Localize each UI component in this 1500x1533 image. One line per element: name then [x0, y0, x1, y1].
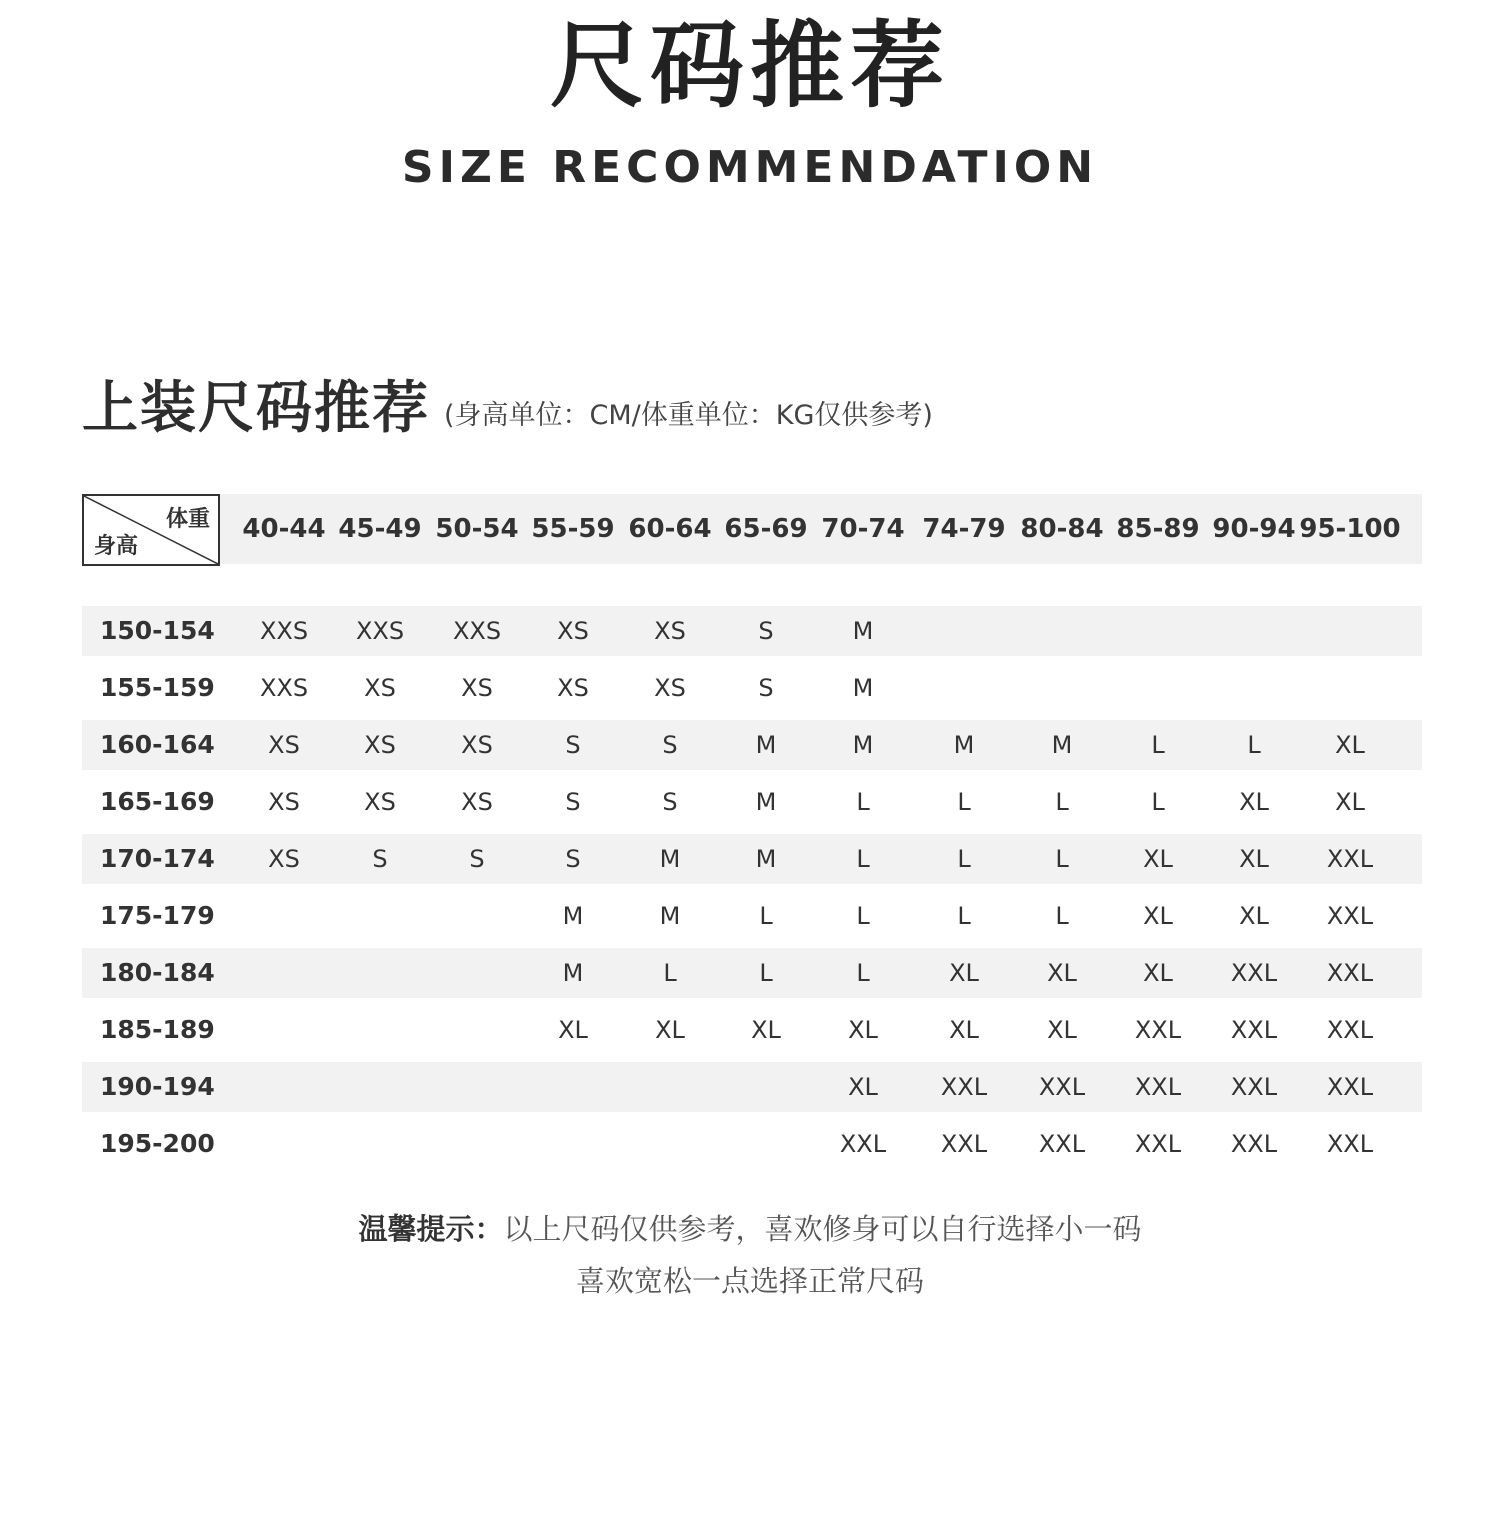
- size-cell: S: [565, 788, 581, 816]
- height-range-cell: 190-194: [100, 1072, 215, 1101]
- size-cell: XXL: [1230, 1073, 1278, 1101]
- size-cell: S: [758, 617, 774, 645]
- tip-line-1: [0, 1209, 1500, 1249]
- height-range-cell: 150-154: [100, 616, 215, 645]
- size-cell: XS: [461, 674, 493, 702]
- size-cell: XXL: [1134, 1016, 1182, 1044]
- size-cell: L: [856, 959, 870, 987]
- size-cell: XL: [949, 1016, 979, 1044]
- size-cell: L: [856, 845, 870, 873]
- table-corner-cell: [82, 494, 220, 566]
- weight-column-header: 80-84: [1020, 514, 1104, 544]
- size-cell: XXL: [1134, 1073, 1182, 1101]
- size-cell: L: [1055, 902, 1069, 930]
- size-cell: L: [1151, 731, 1165, 759]
- size-cell: L: [759, 959, 773, 987]
- weight-column-header: 95-100: [1299, 514, 1401, 544]
- size-cell: XL: [949, 959, 979, 987]
- size-cell: XS: [461, 788, 493, 816]
- table-row: [82, 1005, 1422, 1055]
- size-cell: XL: [751, 1016, 781, 1044]
- table-row: [82, 606, 1422, 656]
- size-cell: M: [953, 731, 975, 759]
- height-range-cell: 155-159: [100, 673, 215, 702]
- size-cell: XS: [364, 731, 396, 759]
- size-cell: M: [659, 902, 681, 930]
- weight-column-header: 40-44: [242, 514, 326, 544]
- size-cell: S: [565, 845, 581, 873]
- weight-column-header: 50-54: [435, 514, 519, 544]
- size-cell: L: [663, 959, 677, 987]
- size-cell: M: [755, 731, 777, 759]
- size-cell: XL: [1143, 845, 1173, 873]
- size-cell: M: [755, 788, 777, 816]
- size-cell: XS: [268, 845, 300, 873]
- size-cell: S: [372, 845, 388, 873]
- size-cell: XXS: [259, 674, 309, 702]
- height-range-cell: 195-200: [100, 1129, 215, 1158]
- size-cell: M: [852, 731, 874, 759]
- tip-text-1: 以上尺码仅供参考，喜欢修身可以自行选择小一码: [503, 1212, 1142, 1246]
- table-row: [82, 891, 1422, 941]
- size-cell: L: [856, 902, 870, 930]
- size-cell: M: [852, 674, 874, 702]
- size-cell: XS: [364, 788, 396, 816]
- size-cell: S: [662, 731, 678, 759]
- size-cell: XS: [557, 674, 589, 702]
- size-cell: XXL: [1326, 959, 1374, 987]
- weight-column-header: 45-49: [338, 514, 422, 544]
- size-cell: L: [856, 788, 870, 816]
- size-cell: M: [659, 845, 681, 873]
- size-cell: XXS: [259, 617, 309, 645]
- size-cell: XL: [1047, 959, 1077, 987]
- size-cell: XXS: [355, 617, 405, 645]
- size-cell: S: [662, 788, 678, 816]
- size-cell: XXL: [940, 1130, 988, 1158]
- size-cell: XXL: [1230, 1130, 1278, 1158]
- size-cell: XL: [655, 1016, 685, 1044]
- height-range-cell: 170-174: [100, 844, 215, 873]
- size-cell: XL: [1239, 845, 1269, 873]
- size-cell: XS: [268, 731, 300, 759]
- size-cell: M: [755, 845, 777, 873]
- size-cell: XXL: [1230, 1016, 1278, 1044]
- height-range-cell: 160-164: [100, 730, 215, 759]
- weight-column-header: 70-74: [821, 514, 905, 544]
- size-cell: XL: [1239, 902, 1269, 930]
- size-cell: XXL: [1038, 1130, 1086, 1158]
- size-cell: XS: [364, 674, 396, 702]
- size-cell: XXL: [1326, 845, 1374, 873]
- size-cell: M: [1051, 731, 1073, 759]
- section-note: (身高单位：CM/体重单位：KG仅供参考): [444, 400, 933, 431]
- size-cell: XXL: [1326, 902, 1374, 930]
- size-cell: XXS: [452, 617, 502, 645]
- size-cell: XL: [1143, 902, 1173, 930]
- size-cell: XS: [654, 617, 686, 645]
- weight-column-header: 90-94: [1212, 514, 1296, 544]
- corner-height-label: 身高: [94, 534, 139, 559]
- size-cell: L: [957, 788, 971, 816]
- table-row: [82, 948, 1422, 998]
- weight-column-header: 55-59: [531, 514, 615, 544]
- table-row: [82, 834, 1422, 884]
- size-cell: L: [759, 902, 773, 930]
- size-cell: XXL: [1230, 959, 1278, 987]
- size-cell: XXL: [1134, 1130, 1182, 1158]
- size-cell: XL: [1335, 731, 1365, 759]
- corner-weight-label: 体重: [165, 507, 210, 532]
- size-cell: XXL: [1326, 1016, 1374, 1044]
- weight-column-header: 60-64: [628, 514, 712, 544]
- size-cell: XL: [1143, 959, 1173, 987]
- size-cell: XS: [268, 788, 300, 816]
- tip-label: 温馨提示：: [358, 1212, 504, 1246]
- tip-line-2: [0, 1261, 1500, 1301]
- table-row: [82, 663, 1422, 713]
- page-subtitle: SIZE RECOMMENDATION: [401, 142, 1099, 193]
- section-title: 上装尺码推荐: [82, 376, 430, 441]
- size-cell: XXL: [1038, 1073, 1086, 1101]
- size-cell: XXL: [839, 1130, 887, 1158]
- size-cell: M: [562, 902, 584, 930]
- section-heading: [82, 372, 933, 442]
- size-cell: L: [957, 902, 971, 930]
- size-cell: L: [1055, 788, 1069, 816]
- size-cell: XXL: [1326, 1073, 1374, 1101]
- size-cell: XS: [654, 674, 686, 702]
- tip-text-2: 喜欢宽松一点选择正常尺码: [575, 1264, 924, 1298]
- size-cell: XL: [558, 1016, 588, 1044]
- size-cell: S: [469, 845, 485, 873]
- size-cell: S: [758, 674, 774, 702]
- height-range-cell: 165-169: [100, 787, 215, 816]
- size-cell: XL: [1335, 788, 1365, 816]
- size-cell: XS: [461, 731, 493, 759]
- size-cell: L: [1055, 845, 1069, 873]
- table-header-row: [82, 494, 1422, 564]
- size-cell: S: [565, 731, 581, 759]
- table-row: [82, 1062, 1422, 1112]
- size-cell: XL: [848, 1016, 878, 1044]
- table-row: [82, 720, 1422, 770]
- height-range-cell: 175-179: [100, 901, 215, 930]
- weight-column-header: 65-69: [724, 514, 808, 544]
- table-row: [82, 1119, 1422, 1169]
- table-row: [82, 777, 1422, 827]
- height-range-cell: 180-184: [100, 958, 215, 987]
- size-cell: L: [1151, 788, 1165, 816]
- size-cell: M: [562, 959, 584, 987]
- size-cell: L: [957, 845, 971, 873]
- size-cell: L: [1247, 731, 1261, 759]
- page-title: 尺码推荐: [549, 12, 950, 121]
- size-cell: XS: [557, 617, 589, 645]
- size-cell: XL: [1047, 1016, 1077, 1044]
- size-cell: M: [852, 617, 874, 645]
- size-cell: XXL: [940, 1073, 988, 1101]
- size-cell: XL: [848, 1073, 878, 1101]
- weight-column-header: 74-79: [922, 514, 1006, 544]
- height-range-cell: 185-189: [100, 1015, 215, 1044]
- size-cell: XL: [1239, 788, 1269, 816]
- size-cell: XXL: [1326, 1130, 1374, 1158]
- weight-column-header: 85-89: [1116, 514, 1200, 544]
